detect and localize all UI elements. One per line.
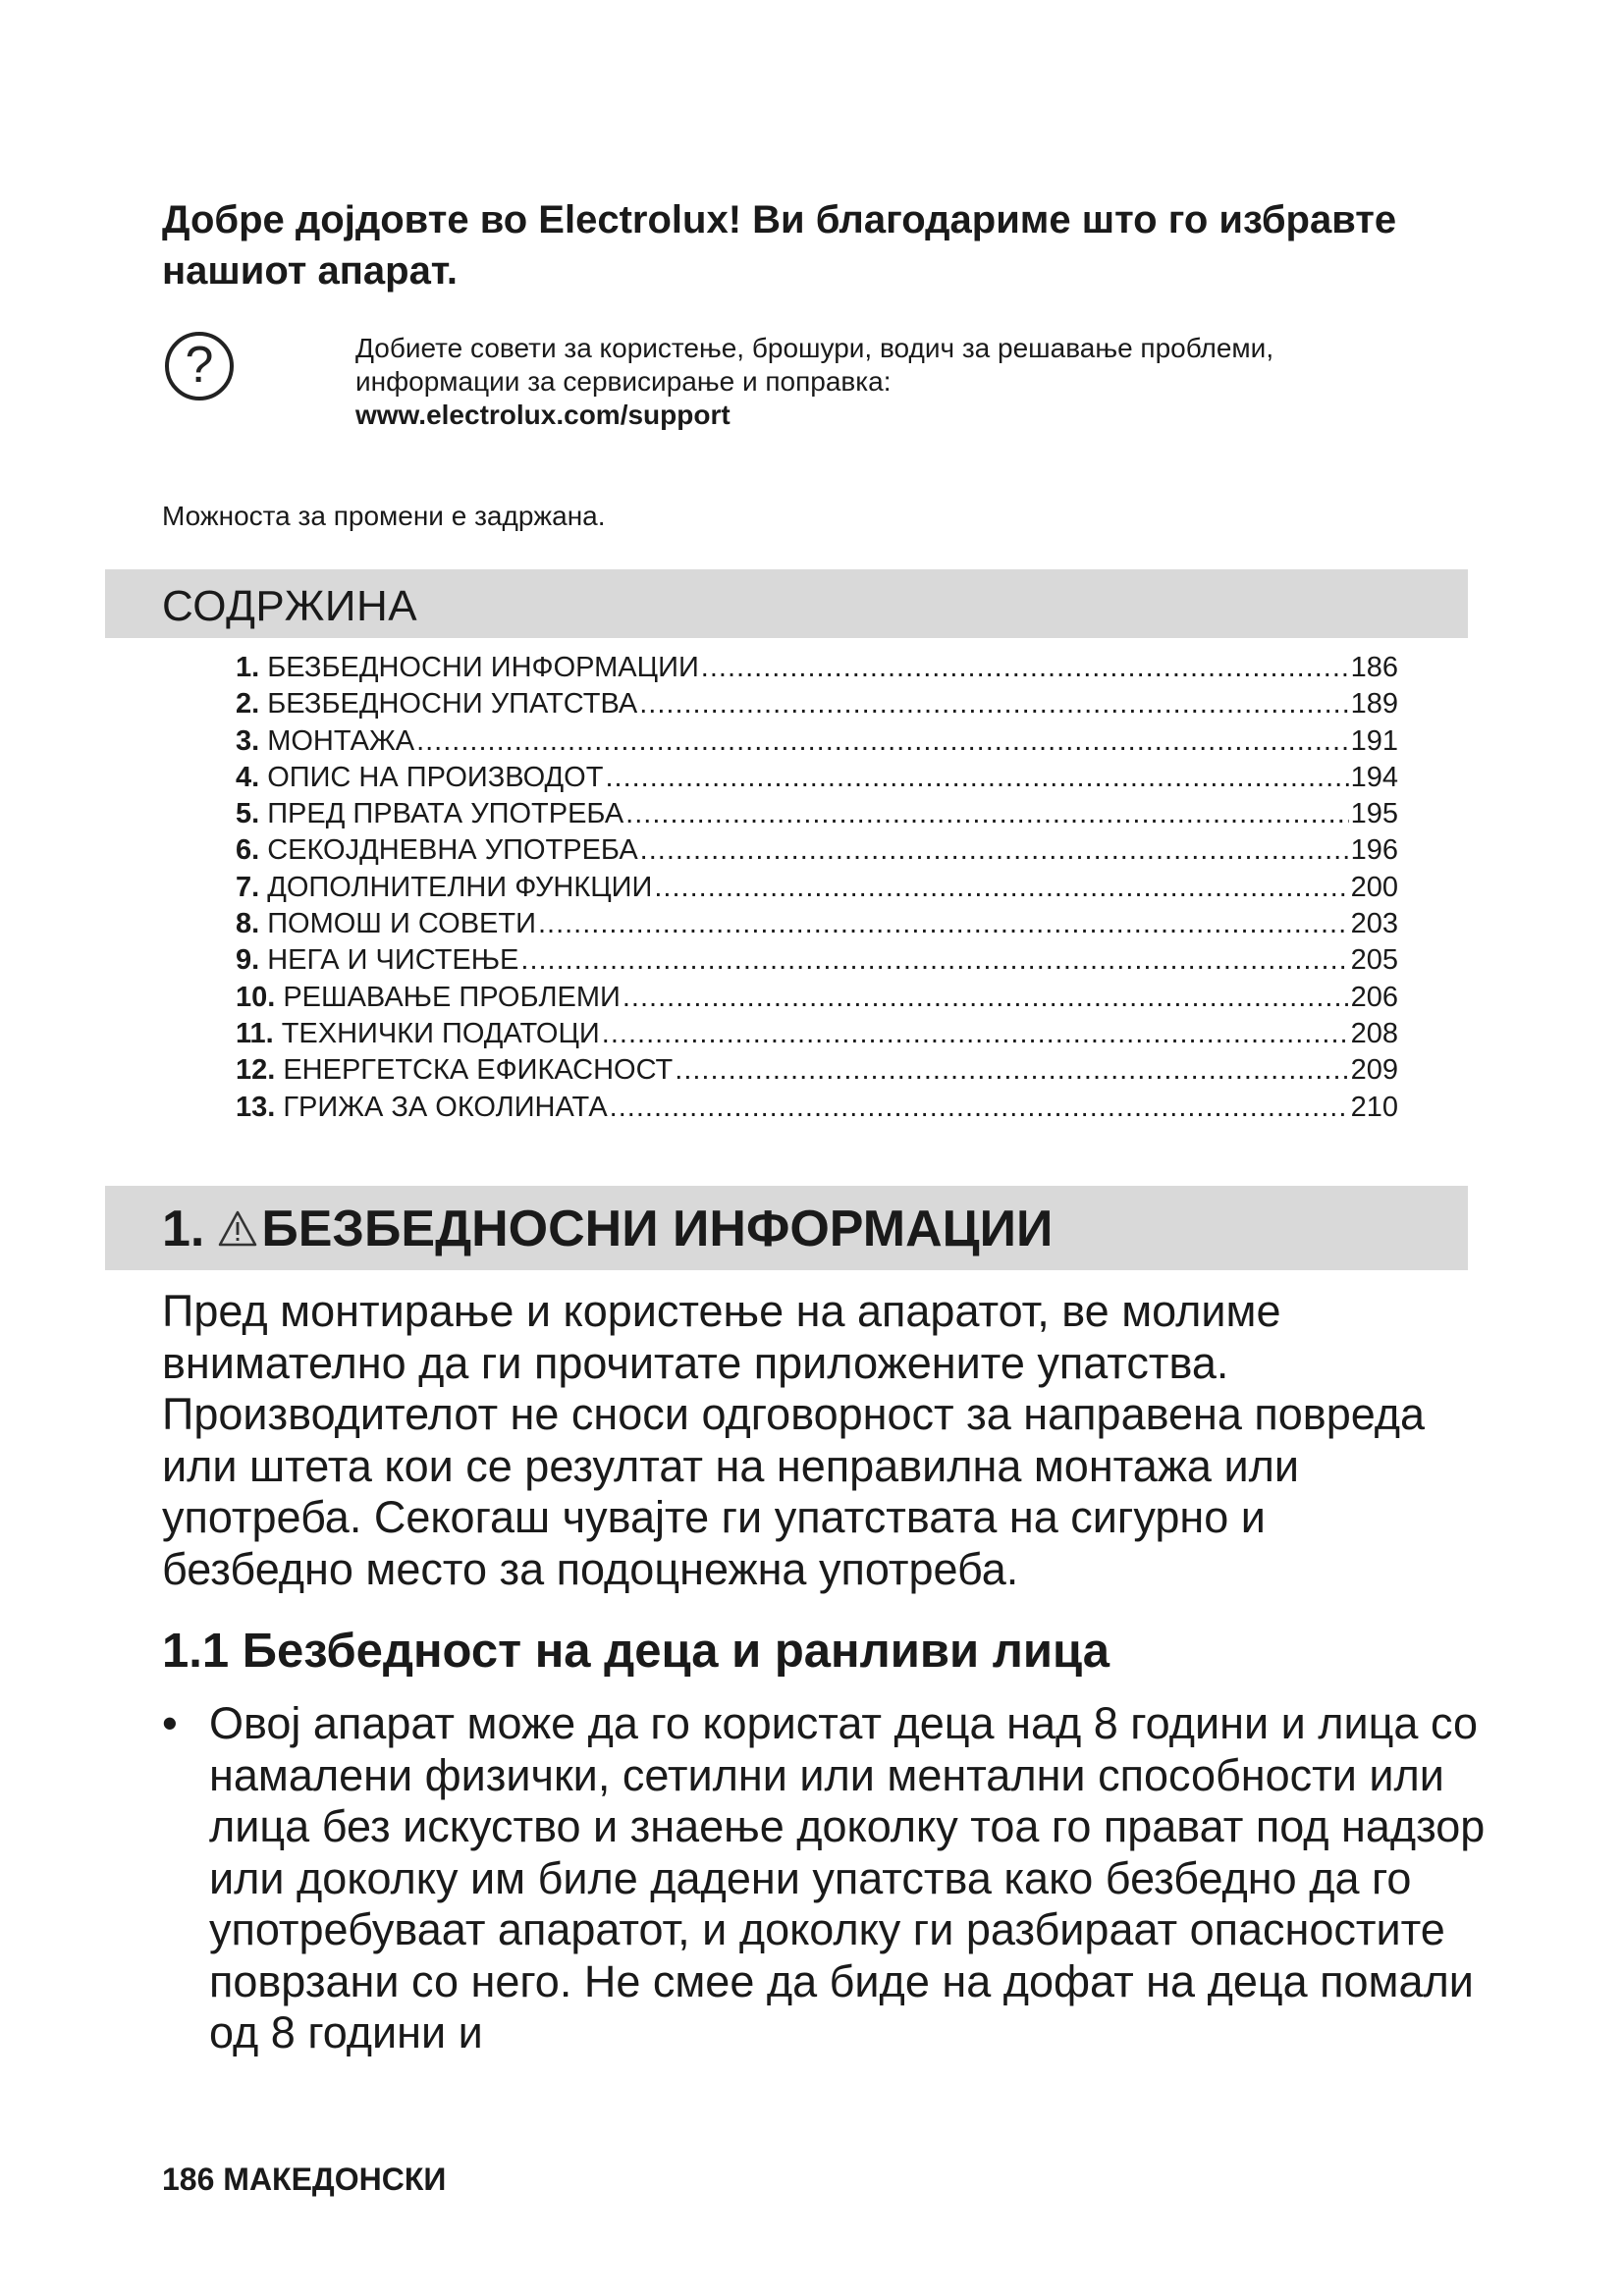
- toc-leader-dots: [623, 982, 1349, 1014]
- toc-leader-dots: [640, 834, 1349, 867]
- toc-item[interactable]: [236, 762, 1398, 798]
- toc-leader-dots: [701, 652, 1349, 684]
- toc-item-label: РЕШАВАЊЕ ПРОБЛЕМИ: [283, 981, 621, 1013]
- toc-leader-dots: [610, 1092, 1349, 1124]
- toc-item[interactable]: [236, 908, 1398, 944]
- toc-item-page: 189: [1350, 688, 1398, 721]
- table-of-contents: [236, 652, 1398, 1128]
- bullet-marker: •: [162, 1698, 178, 1748]
- toc-leader-dots: [639, 688, 1348, 721]
- toc-item[interactable]: [236, 944, 1398, 981]
- support-line-1: Добиете совети за користење, брошури, водич за решавање проблеми,: [355, 333, 1274, 363]
- toc-item-label: ОПИС НА ПРОИЗВОДОТ: [267, 761, 604, 793]
- bullet-text: Овој апарат може да го користат деца над 8 години и лица со намалени физички, сетилни или ментални способности или лица без искуство и знаење доколку тоа го прават под надзор или доколку им биле дадени упатства како безбедно да го употребуваат апаратот, и доколку ги разбираат опасностите поврзани со него. Не смее да биде на дофат на деца помали од 8 години и: [209, 1698, 1486, 2057]
- page-footer: 186 МАКЕДОНСКИ: [162, 2162, 447, 2197]
- section-number: 1.: [162, 1201, 205, 1257]
- toc-item-page: 200: [1350, 871, 1398, 903]
- support-info: [355, 332, 1435, 432]
- toc-item[interactable]: [236, 982, 1398, 1018]
- toc-item-page: 210: [1350, 1091, 1398, 1123]
- changes-notice: Можноста за промени е задржана.: [162, 501, 606, 531]
- toc-leader-dots: [520, 944, 1348, 977]
- toc-item-label: СЕКОЈДНЕВНА УПОТРЕБА: [267, 834, 638, 867]
- question-circle-icon: ?: [165, 332, 234, 400]
- toc-item-label: ПОМОШ И СОВЕТИ: [267, 908, 536, 940]
- toc-item-page: 191: [1350, 724, 1398, 757]
- toc-item-number: 6.: [236, 834, 260, 867]
- toc-item-number: 9.: [236, 944, 260, 977]
- section-1-title: [162, 1198, 1053, 1262]
- toc-item-number: 12.: [236, 1054, 276, 1087]
- toc-item-label: БЕЗБЕДНОСНИ УПАТСТВА: [267, 688, 638, 721]
- toc-item-number: 10.: [236, 981, 276, 1013]
- warning-triangle-icon: [218, 1200, 257, 1262]
- toc-item-page: 209: [1350, 1054, 1398, 1087]
- toc-leader-dots: [625, 798, 1348, 830]
- toc-item-label: ЕНЕРГЕТСКА ЕФИКАСНОСТ: [283, 1054, 674, 1087]
- toc-item[interactable]: [236, 872, 1398, 908]
- toc-item-page: 206: [1350, 981, 1398, 1013]
- toc-item-page: 186: [1350, 652, 1398, 683]
- toc-item-number: 8.: [236, 908, 260, 940]
- toc-leader-dots: [538, 908, 1349, 940]
- toc-item-number: 4.: [236, 761, 260, 793]
- toc-item-label: ДОПОЛНИТЕЛНИ ФУНКЦИИ: [267, 871, 653, 903]
- toc-title: СОДРЖИНА: [162, 582, 418, 630]
- toc-item-number: 7.: [236, 871, 260, 903]
- toc-item[interactable]: [236, 688, 1398, 724]
- support-line-2: информации за сервисирање и поправка:: [355, 366, 892, 397]
- toc-leader-dots: [602, 1018, 1349, 1050]
- welcome-heading: Добре дојдовте во Electrolux! Ви благодариме што го избравте нашиот апарат.: [162, 198, 1397, 293]
- toc-item-number: 1.: [236, 652, 260, 683]
- toc-item[interactable]: [236, 834, 1398, 871]
- toc-item-number: 2.: [236, 688, 260, 721]
- toc-item[interactable]: [236, 725, 1398, 762]
- toc-leader-dots: [654, 872, 1348, 904]
- support-url-link[interactable]: www.electrolux.com/support: [355, 400, 731, 430]
- toc-item-label: ТЕХНИЧКИ ПОДАТОЦИ: [281, 1017, 600, 1049]
- toc-item[interactable]: [236, 1092, 1398, 1128]
- subsection-title: 1.1 Безбедност на деца и ранливи лица: [162, 1625, 1110, 1678]
- toc-item-page: 208: [1350, 1017, 1398, 1049]
- section-title-text: БЕЗБЕДНОСНИ ИНФОРМАЦИИ: [261, 1201, 1054, 1257]
- toc-item-label: ПРЕД ПРВАТА УПОТРЕБА: [267, 798, 624, 830]
- toc-leader-dots: [416, 725, 1349, 758]
- toc-item-page: 195: [1350, 798, 1398, 830]
- section-intro-paragraph: Пред монтирање и користење на апаратот, ве молиме внимателно да ги прочитате приложените упатства. Производителот не сноси одговорност за направена повреда или штета кои се резултат на неправилна монтажа или употреба. Секогаш чувајте ги упатствата на сигурно и безбедно место за подоцнежна употреба.: [162, 1286, 1426, 1594]
- toc-item-label: МОНТАЖА: [267, 724, 415, 757]
- toc-item-number: 5.: [236, 798, 260, 830]
- list-item: [162, 1698, 1515, 2059]
- toc-item-page: 205: [1350, 944, 1398, 977]
- toc-item[interactable]: [236, 798, 1398, 834]
- toc-item-label: БЕЗБЕДНОСНИ ИНФОРМАЦИИ: [267, 652, 699, 683]
- toc-item-label: НЕГА И ЧИСТЕЊЕ: [267, 944, 519, 977]
- toc-item-page: 203: [1350, 908, 1398, 940]
- toc-item-number: 3.: [236, 724, 260, 757]
- toc-item[interactable]: [236, 1018, 1398, 1054]
- toc-item[interactable]: [236, 652, 1398, 688]
- toc-leader-dots: [605, 762, 1348, 794]
- toc-item-number: 11.: [236, 1017, 274, 1049]
- toc-leader-dots: [675, 1054, 1348, 1087]
- toc-item-page: 194: [1350, 761, 1398, 793]
- toc-item[interactable]: [236, 1054, 1398, 1091]
- toc-item-label: ГРИЖА ЗА ОКОЛИНАТА: [283, 1091, 608, 1123]
- toc-item-page: 196: [1350, 834, 1398, 867]
- toc-item-number: 13.: [236, 1091, 276, 1123]
